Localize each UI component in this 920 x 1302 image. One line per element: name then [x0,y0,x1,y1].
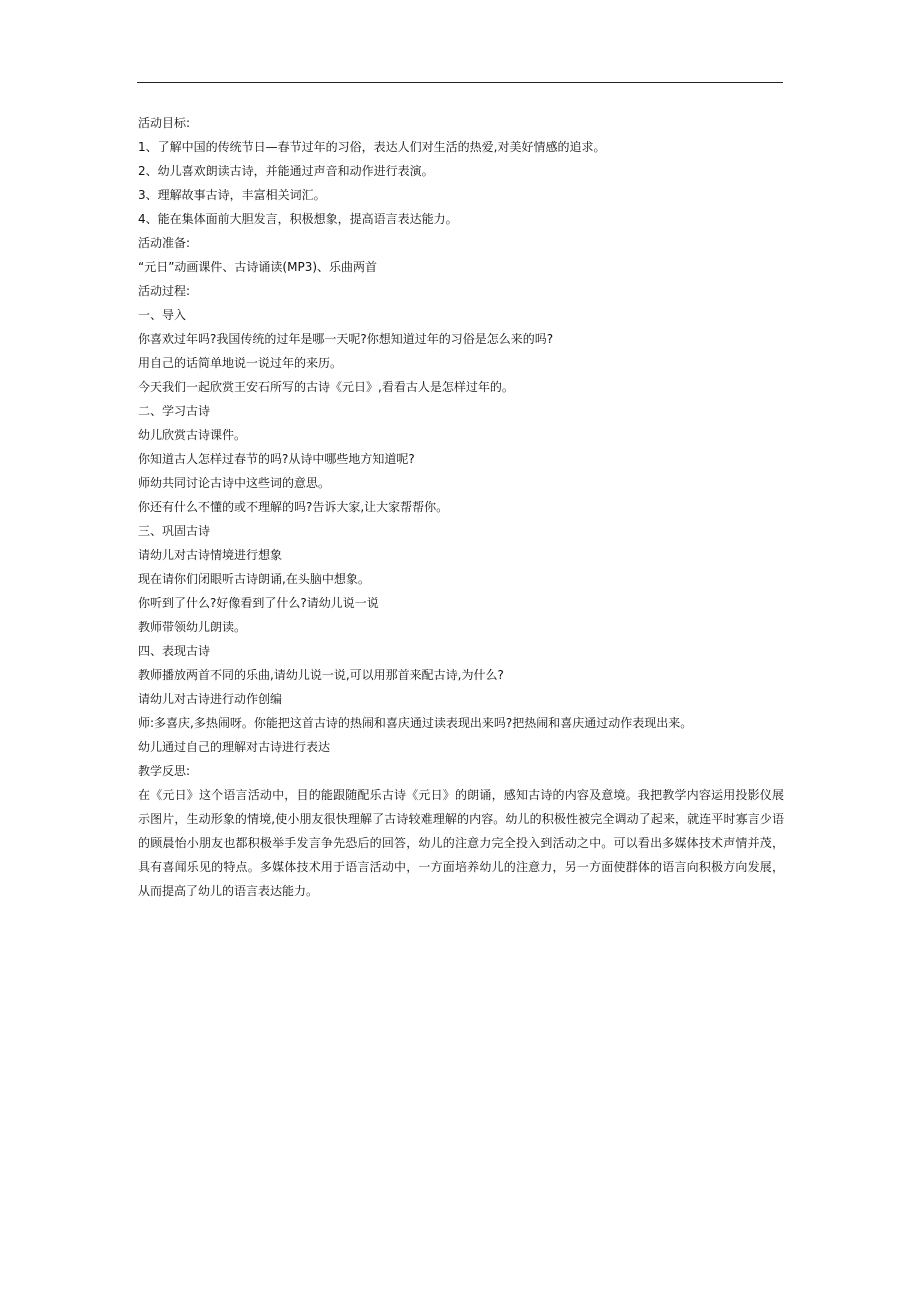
text-line: 1、了解中国的传统节日—春节过年的习俗，表达人们对生活的热爱,对美好情感的追求。 [138,140,606,154]
text-line: 你知道古人怎样过春节的吗?从诗中哪些地方知道呢? [138,452,415,466]
reflection-paragraph: 在《元日》这个语言活动中，目的能跟随配乐古诗《元日》的朗诵，感知古诗的内容及意境。我把教学内容运用投影仪展示图片，生动形象的情境,使小朋友很快理解了古诗较难理解的内容。幼儿的积极性被完全调动了起来，就连平时寡言少语的顾晨怡小朋友也都积极举手发言争先恐后的回答，幼儿的注意力完全投入到活动之中。可以看出多媒体技术声情并茂，具有喜闻乐见的特点。多媒体技术用于语言活动中，一方面培养幼儿的注意力，另一方面使群体的语言向积极方向发展，从而提高了幼儿的语言表达能力。 [138,788,784,898]
text-line: 教师带领幼儿朗读。 [138,620,247,634]
header-divider [137,82,783,83]
text-line: 你听到了什么?好像看到了什么?请幼儿说一说 [138,596,379,610]
text-line: 教师播放两首不同的乐曲,请幼儿说一说,可以用那首来配古诗,为什么? [138,668,504,682]
text-line: 4、能在集体面前大胆发言，积极想象，提高语言表达能力。 [138,212,458,226]
text-line: 幼儿欣赏古诗课件。 [138,428,247,442]
text-line: 2、幼儿喜欢朗读古诗，并能通过声音和动作进行表演。 [138,164,434,178]
text-line: 教学反思: [138,764,191,778]
text-line: 三、巩固古诗 [138,524,211,538]
text-line: 四、表现古诗 [138,644,211,658]
text-line: 请幼儿对古诗进行动作创编 [138,692,283,706]
text-line: 活动准备: [138,236,191,250]
text-line: 活动目标: [138,116,191,130]
text-line: 二、学习古诗 [138,404,211,418]
text-line: 幼儿通过自己的理解对古诗进行表达 [138,740,331,754]
text-line: 活动过程: [138,284,191,298]
document-body [138,111,784,903]
text-line: 师幼共同讨论古诗中这些词的意思。 [138,476,331,490]
text-line: 请幼儿对古诗情境进行想象 [138,548,283,562]
text-line: 现在请你们闭眼听古诗朗诵,在头脑中想象。 [138,572,370,586]
text-line: 用自己的话简单地说一说过年的来历。 [138,356,343,370]
text-line: 今天我们一起欣赏王安石所写的古诗《元日》,看看古人是怎样过年的。 [138,380,514,394]
text-line: 一、导入 [138,308,187,322]
text-line: 你喜欢过年吗?我国传统的过年是哪一天呢?你想知道过年的习俗是怎么来的吗? [138,332,554,346]
text-line: “元日”动画课件、古诗诵读(MP3)、乐曲两首 [138,260,378,274]
text-line: 师:多喜庆,多热闹呀。你能把这首古诗的热闹和喜庆通过读表现出来吗?把热闹和喜庆通过动作表现出来。 [138,716,693,730]
text-line: 你还有什么不懂的或不理解的吗?告诉大家,让大家帮帮你。 [138,500,449,514]
text-line: 3、理解故事古诗，丰富相关词汇。 [138,188,326,202]
